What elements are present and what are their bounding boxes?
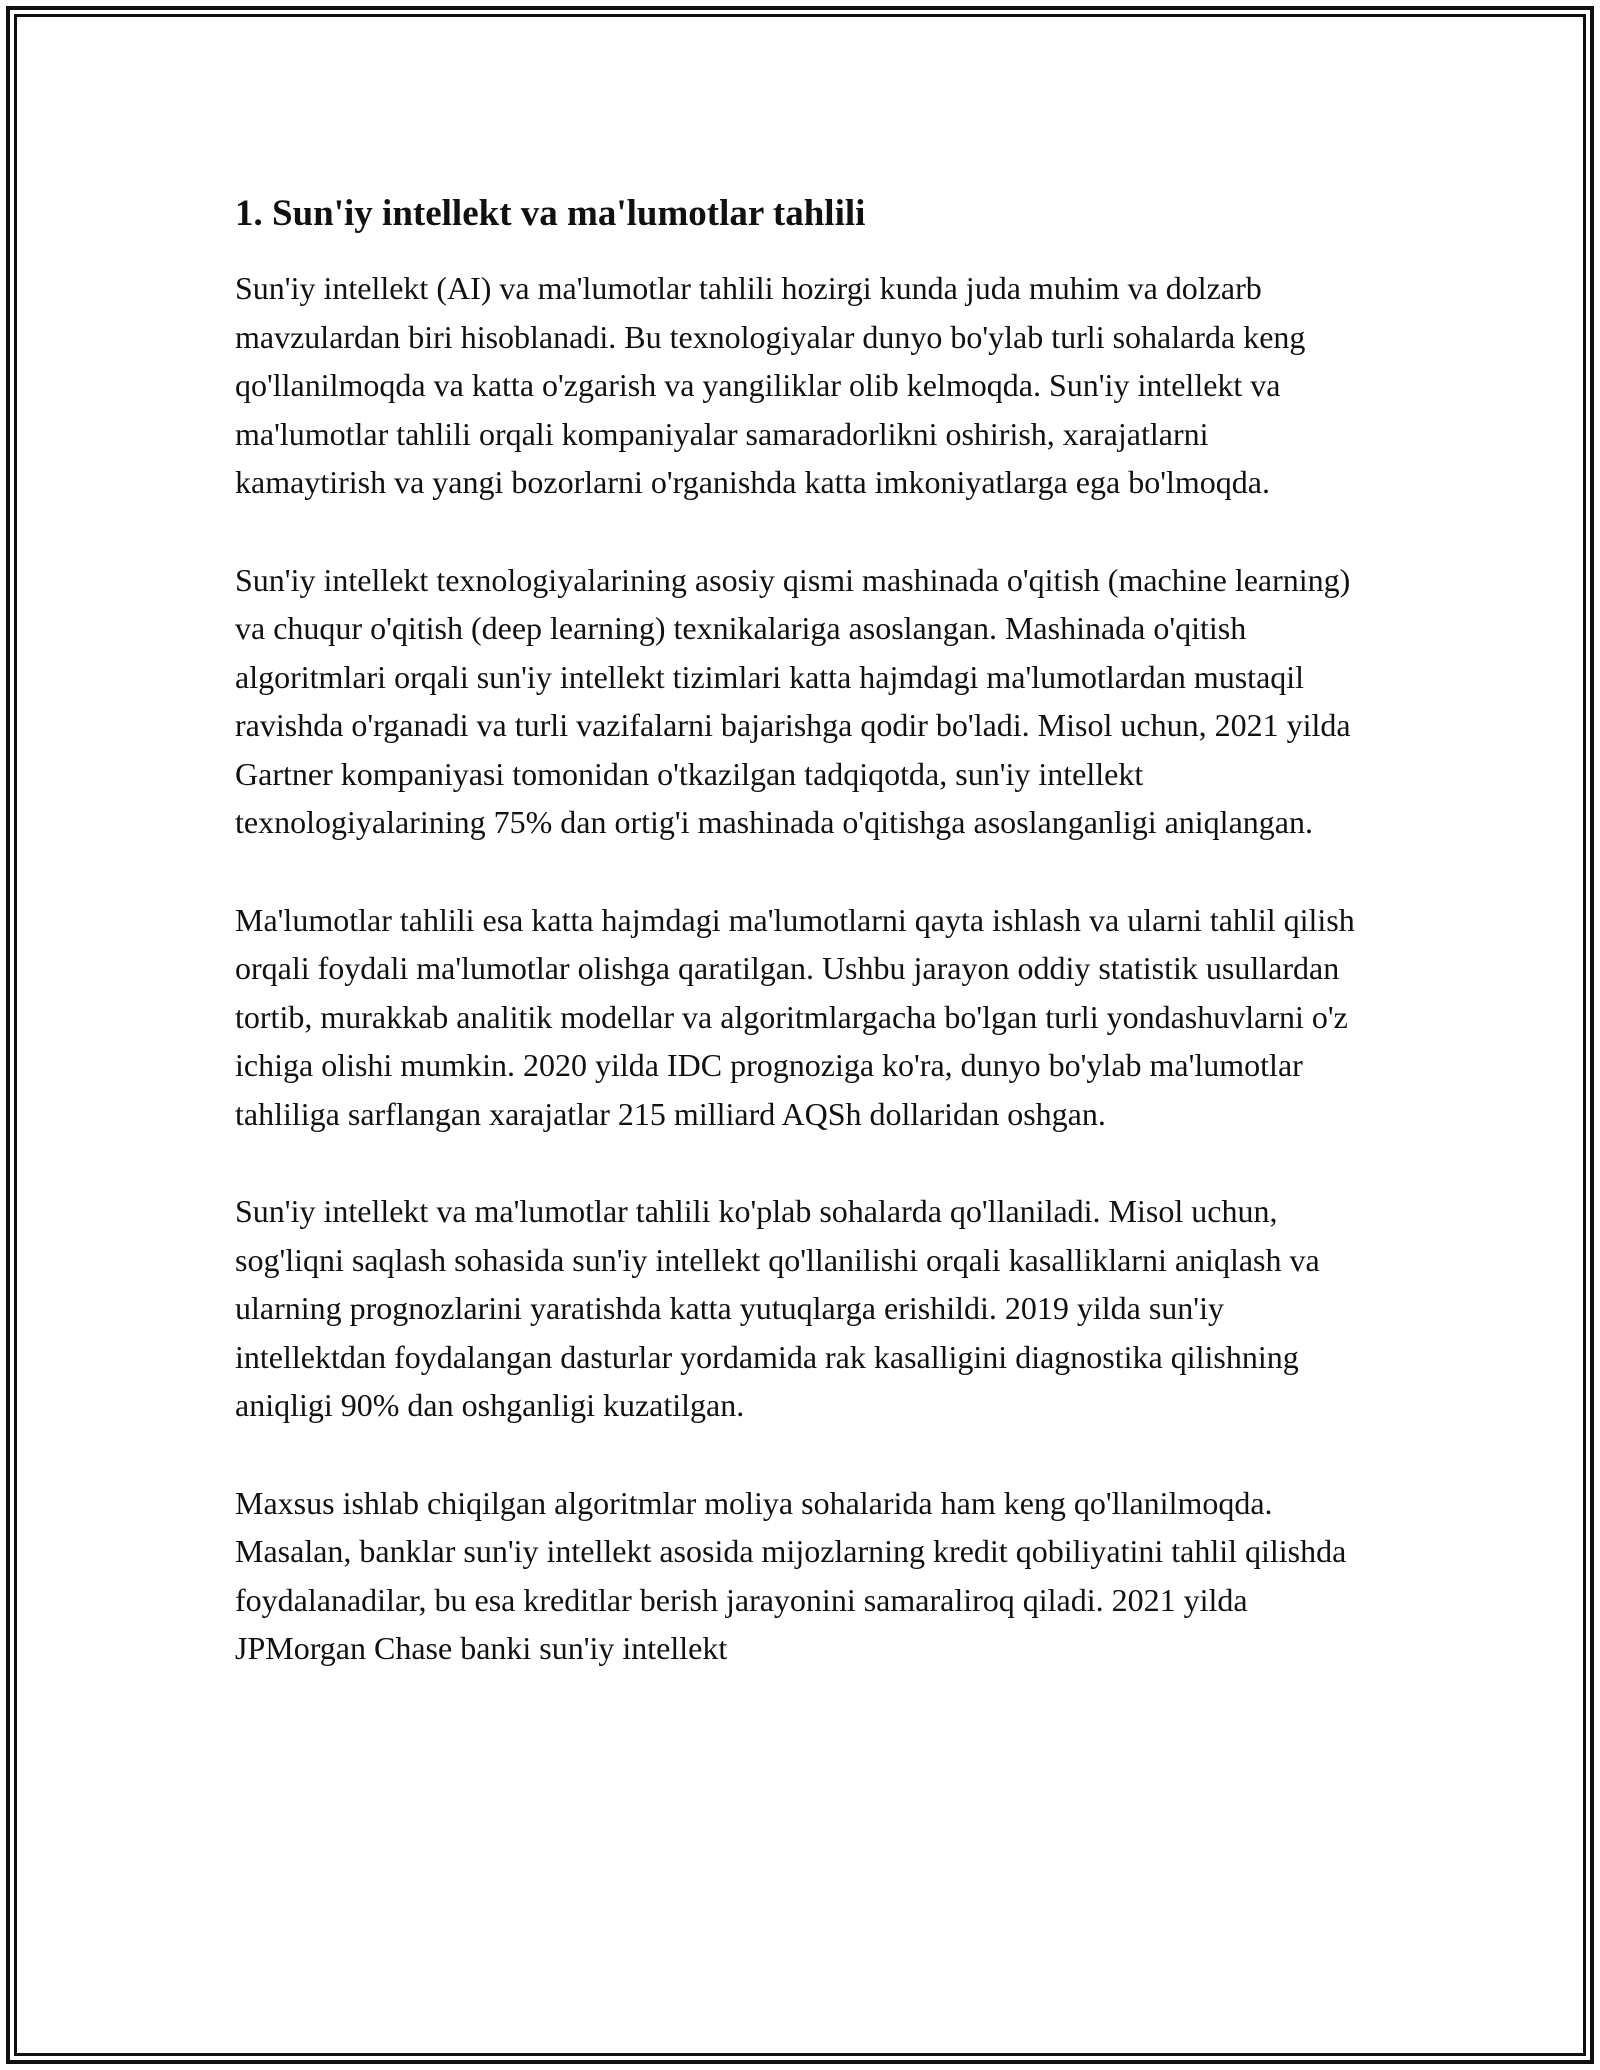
paragraph-machine-learning: Sun'iy intellekt texnologiyalarining asosiy qismi mashinada o'qitish (machine learning) va chuqur o'qitish (deep learning) texnikalariga asoslangan. Mashinada o'qitish algoritmlari orqali sun'iy intellekt tizimlari katta hajmdagi ma'lumotlardan mustaqil ravishda o'rganadi va turli vazifalarni bajarishga qodir bo'ladi. Misol uchun, 2021 yilda Gartner kompaniyasi tomonidan o'tkazilgan tadqiqotda, sun'iy intellekt texnologiyalarining 75% dan ortig'i mashinada o'qitishga asoslanganligi aniqlangan. xyxy=(235,561,1351,840)
paragraph-healthcare: Sun'iy intellekt va ma'lumotlar tahlili ko'plab sohalarda qo'llaniladi. Misol uchun, sog'liqni saqlash sohasida sun'iy intellekt qo'llanilishi orqali kasalliklarni aniqlash va ularning prognozlarini yaratishda katta yutuqlarga erishildi. 2019 yilda sun'iy intellektdan foydalangan dasturlar yordamida rak kasalligini diagnostika qilishning aniqligi 90% dan oshganligi kuzatilgan. xyxy=(235,1193,1320,1423)
paragraph-finance: Maxsus ishlab chiqilgan algoritmlar moliya sohalarida ham keng qo'llanilmoqda. Masalan, banklar sun'iy intellekt asosida mijozlarning kredit qobiliyatini tahlil qilishda foydalanadilar, bu esa kreditlar berish jarayonini samaraliroq qiladi. 2021 yilda JPMorgan Chase banki sun'iy intellekt xyxy=(235,1484,1347,1666)
document-body xyxy=(235,186,1365,1722)
paragraph-intro: Sun'iy intellekt (AI) va ma'lumotlar tahlili hozirgi kunda juda muhim va dolzarb mavzulardan biri hisoblanadi. Bu texnologiyalar dunyo bo'ylab turli sohalarda keng qo'llanilmoqda va katta o'zgarish va yangiliklar olib kelmoqda. Sun'iy intellekt va ma'lumotlar tahlili orqali kompaniyalar samaradorlikni oshirish, xarajatlarni kamaytirish va yangi bozorlarni o'rganishda katta imkoniyatlarga ega bo'lmoqda. xyxy=(235,270,1306,500)
section-title: 1. Sun'iy intellekt va ma'lumotlar tahlili xyxy=(235,193,866,234)
paragraph-data-analysis: Ma'lumotlar tahlili esa katta hajmdagi ma'lumotlarni qayta ishlash va ularni tahlil qilish orqali foydali ma'lumotlar olishga qaratilgan. Ushbu jarayon oddiy statistik usullardan tortib, murakkab analitik modellar va algoritmlargacha bo'lgan turli yondashuvlarni o'z ichiga olishi mumkin. 2020 yilda IDC prognoziga ko'ra, dunyo bo'ylab ma'lumotlar tahliliga sarflangan xarajatlar 215 milliard AQSh dollaridan oshgan. xyxy=(235,901,1355,1132)
